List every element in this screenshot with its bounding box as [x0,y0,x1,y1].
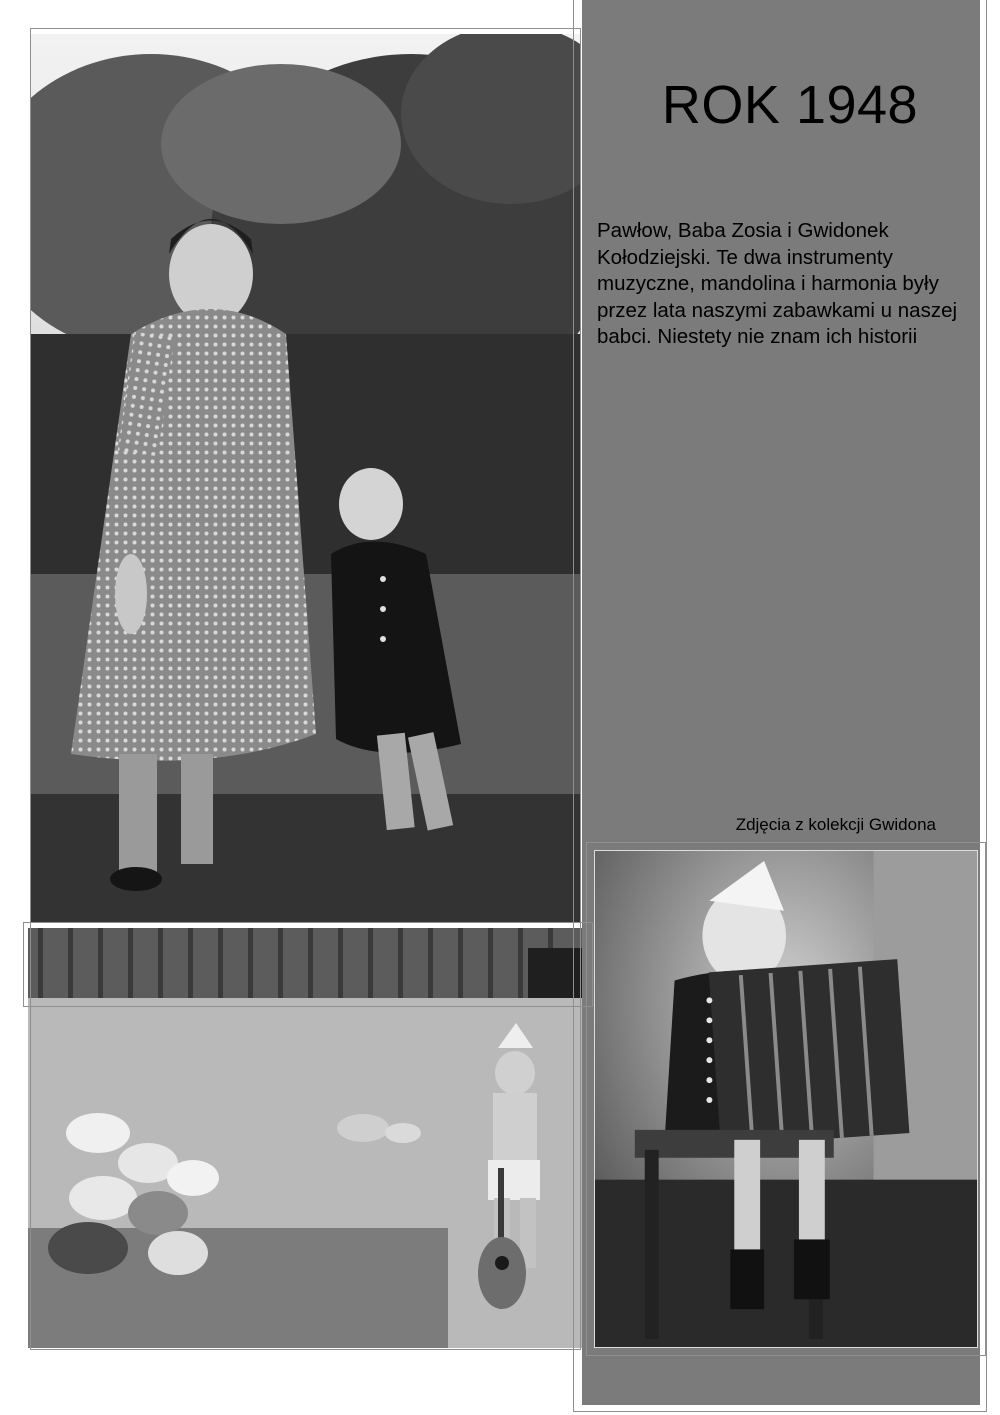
photo-caption: Pawłow, Baba Zosia i Gwidonek Kołodziejski. Te dwa instrumenty muzyczne, mandolina i harmonia były przez lata naszymi zabawkami u naszej babci. Niestety nie znam ich historii [597,219,958,348]
page-title: ROK 1948 [661,75,919,135]
photo-grandma-and-child [31,34,581,922]
collection-credit: Zdjęcia z kolekcji Gwidona [735,815,936,834]
photo-boy-with-mandolin [28,928,582,1348]
photo-boy-with-accordion [594,850,978,1348]
